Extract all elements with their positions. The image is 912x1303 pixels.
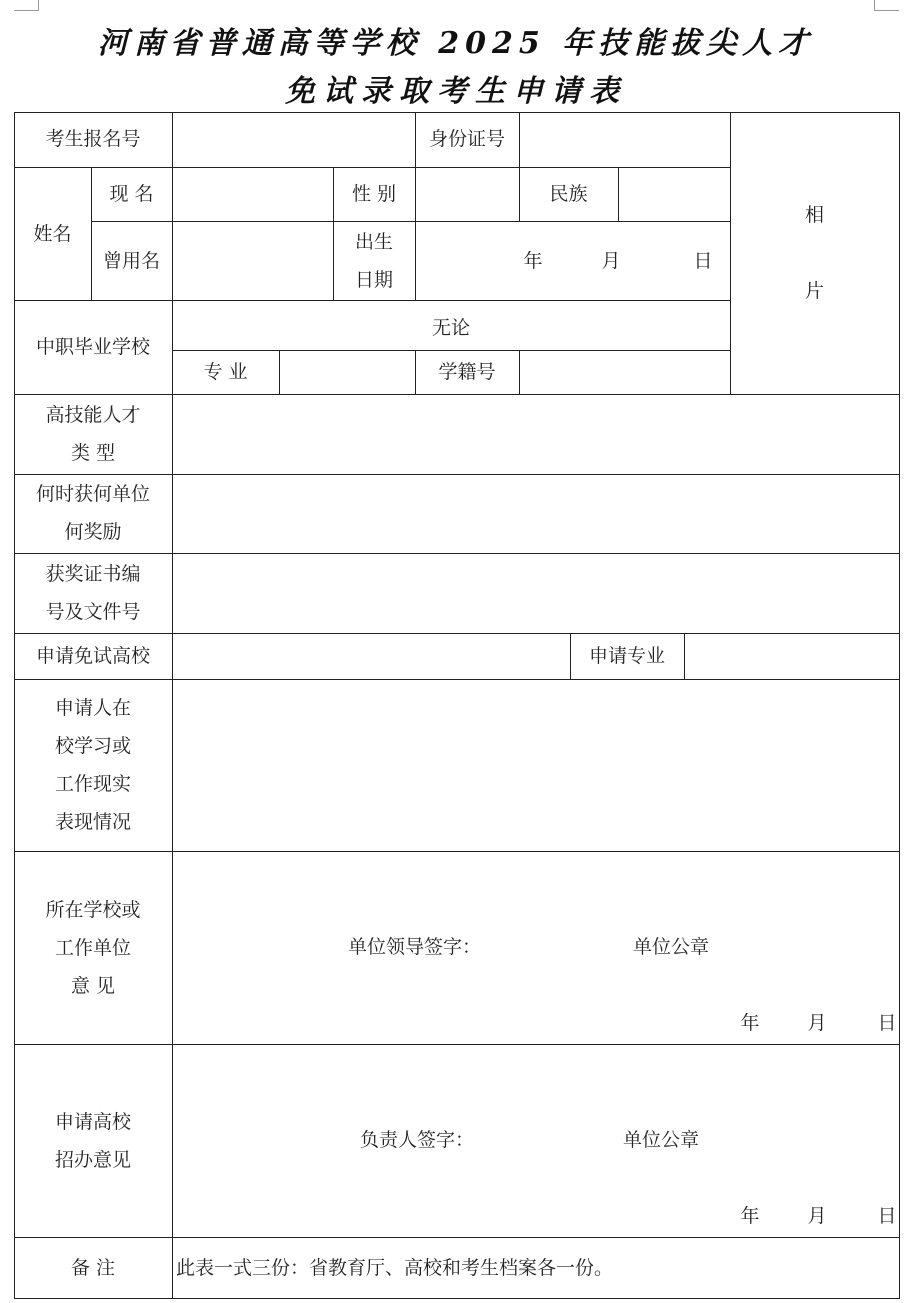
name-label: 姓名 [33, 223, 72, 245]
unit-opinion-month-label: 月 [807, 1012, 827, 1034]
page-corner-mark-left [14, 0, 39, 11]
id-no-label: 身份证号 [428, 128, 505, 150]
table-border-top [14, 112, 900, 113]
performance-label: 申请人在 校学习或 工作现实 表现情况 [54, 697, 131, 833]
apply-major-label: 申请专业 [588, 645, 665, 667]
table-rule [172, 350, 730, 351]
person-sign-label: 负责人签字： [360, 1129, 475, 1151]
birth-date-label: 出生 日期 [354, 231, 393, 291]
photo-placeholder-label: 相 片 [804, 204, 824, 302]
awards-label: 何时获何单位 何奖励 [35, 483, 150, 543]
school-label: 中职毕业学校 [35, 336, 150, 358]
school-value: 无论 [431, 317, 470, 339]
table-rule [684, 633, 685, 679]
current-name-label: 现 名 [109, 183, 154, 205]
table-border-bottom [14, 1298, 900, 1299]
form-title-line-2: 免试录取考生申请表 [285, 74, 627, 109]
table-rule [91, 221, 730, 222]
college-opinion-label: 申请高校 招办意见 [54, 1111, 131, 1171]
table-rule [618, 167, 619, 221]
gender-label: 性 别 [351, 183, 397, 205]
table-rule [519, 112, 520, 167]
former-name-label: 曾用名 [102, 250, 160, 272]
table-rule [14, 1237, 900, 1238]
page-corner-mark-right [874, 0, 899, 11]
college-opinion-year-label: 年 [740, 1205, 760, 1227]
unit-opinion-label: 所在学校或 工作单位 意 见 [45, 899, 141, 997]
college-opinion-day-label: 日 [877, 1205, 897, 1227]
table-rule [14, 167, 730, 168]
table-rule [14, 679, 900, 680]
apply-college-label: 申请免试高校 [35, 645, 150, 667]
table-rule [14, 394, 900, 395]
unit-seal-label: 单位公章 [633, 936, 710, 958]
table-rule [14, 300, 730, 301]
table-rule [14, 633, 900, 634]
table-border-right [899, 112, 900, 1299]
form-title-line-1: 河南省普通高等学校 2025 年技能拔尖人才 [97, 26, 815, 61]
table-rule [14, 553, 900, 554]
remarks-label: 备 注 [70, 1257, 116, 1279]
remarks-text: 此表一式三份：省教育厅、高校和考生档案各一份。 [176, 1257, 614, 1279]
major-label: 专 业 [203, 361, 248, 383]
table-rule [279, 350, 280, 394]
table-rule [14, 1044, 900, 1045]
birth-year-label: 年 [523, 250, 543, 272]
birth-month-label: 月 [601, 250, 621, 272]
table-rule [519, 350, 520, 394]
ethnicity-label: 民族 [549, 183, 588, 205]
unit-opinion-day-label: 日 [877, 1012, 897, 1034]
student-no-label: 学籍号 [438, 361, 496, 383]
table-rule [172, 112, 173, 1299]
college-seal-label: 单位公章 [623, 1129, 700, 1151]
college-opinion-month-label: 月 [807, 1205, 827, 1227]
reg-no-label: 考生报名号 [45, 128, 141, 150]
leader-sign-label: 单位领导签字： [348, 936, 482, 958]
birth-day-label: 日 [693, 250, 713, 272]
unit-opinion-year-label: 年 [740, 1012, 760, 1034]
talent-type-label: 高技能人才 类 型 [45, 404, 141, 464]
table-rule [14, 851, 900, 852]
certificate-label: 获奖证书编 号及文件号 [45, 563, 141, 623]
